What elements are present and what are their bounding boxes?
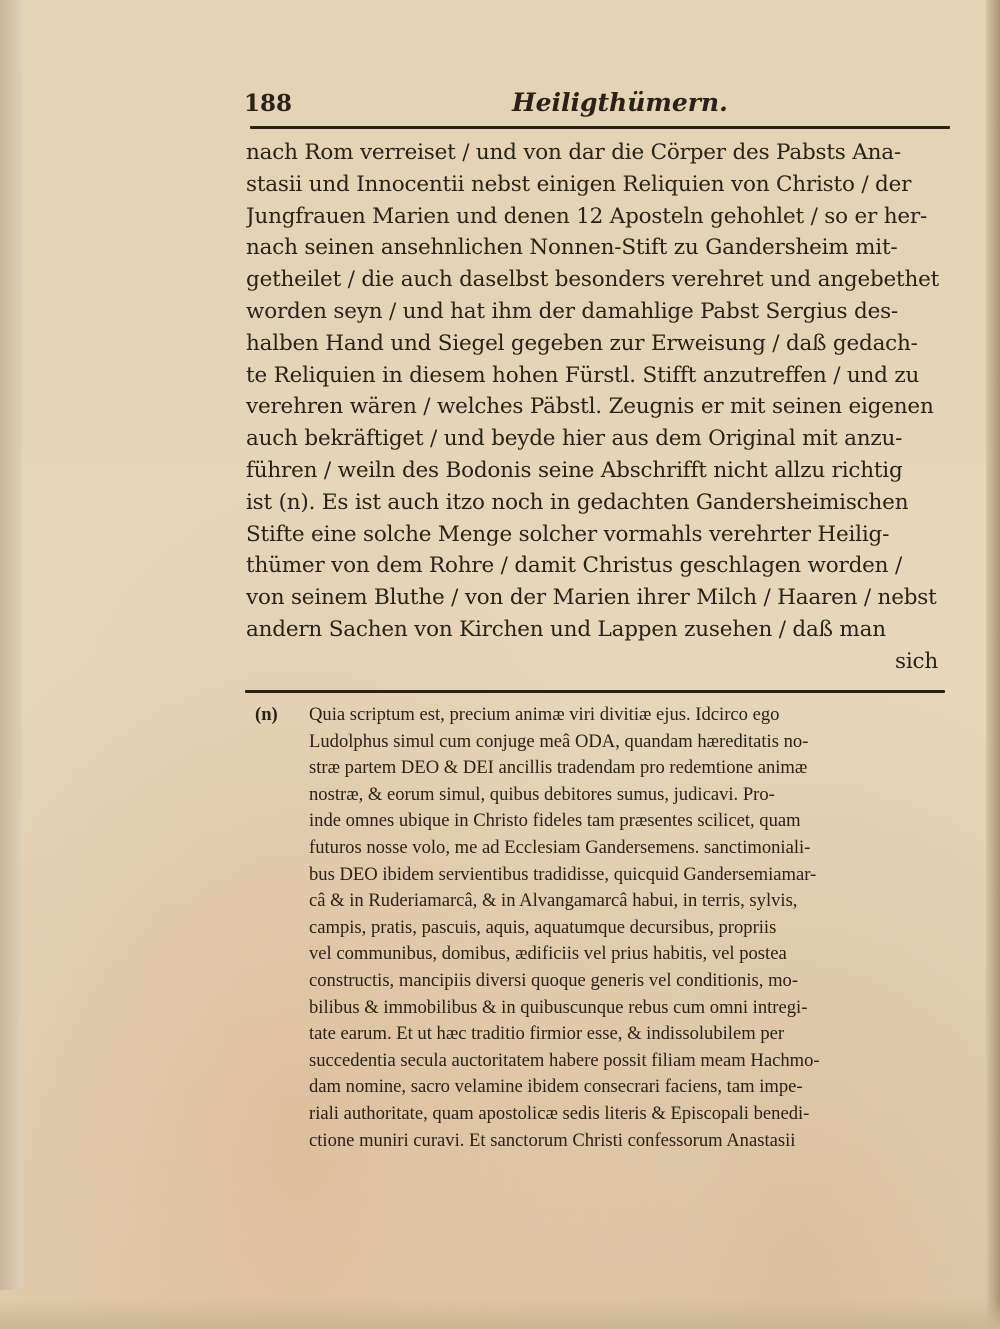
footnote-block <box>255 702 955 1154</box>
catchword: sich <box>895 648 938 674</box>
text-line: ist (n). Es ist auch itzo noch in gedachten Gandersheimischen <box>246 489 909 515</box>
text-line: andern Sachen von Kirchen und Lappen zusehen / daß man <box>246 616 886 642</box>
footnote-line: tate earum. Et ut hæc traditio firmior esse, & indissolubilem per <box>309 1023 785 1045</box>
text-line: thümer von dem Rohre / damit Christus geschlagen worden / <box>246 553 902 579</box>
page-gutter <box>0 0 22 1290</box>
footnote-line: bus DEO ibidem servientibus tradidisse, quicquid Gandersemiamar- <box>309 863 817 885</box>
text-line: auch bekräftiget / und beyde hier aus dem Original mit anzu- <box>246 426 903 452</box>
page-number: 188 <box>244 90 293 117</box>
footnote-rule <box>245 690 945 693</box>
footnote-body <box>309 702 955 1154</box>
text-line: getheilet / die auch daselbst besonders verehret und angebethet <box>246 267 940 293</box>
text-line: worden seyn / und hat ihm der damahlige Pabst Sergius des- <box>246 298 898 324</box>
footnote-line: ctione muniri curavi. Et sanctorum Christi confessorum Anastasii <box>309 1129 796 1151</box>
footnote-line: succedentia secula auctoritatem habere possit filiam meam Hachmo- <box>309 1049 820 1071</box>
footnote-line: Quia scriptum est, precium animæ viri divitiæ ejus. Idcirco ego <box>309 704 780 725</box>
text-line: te Reliquien in diesem hohen Fürstl. Stifft anzutreffen / und zu <box>246 362 920 388</box>
running-head: Heiligthümern. <box>512 88 728 117</box>
text-line: nach seinen ansehnlichen Nonnen-Stift zu Gandersheim mit- <box>246 235 898 261</box>
text-line: führen / weiln des Bodonis seine Abschrifft nicht allzu richtig <box>246 457 903 483</box>
footnote-line: inde omnes ubique in Christo fideles tam præsentes scilicet, quam <box>309 810 801 832</box>
text-line: nach Rom verreiset / und von dar die Cörper des Pabsts Ana- <box>246 140 901 165</box>
header-rule <box>250 126 950 129</box>
text-line: stasii und Innocentii nebst einigen Reliquien von Christo / der <box>246 171 912 197</box>
text-line: halben Hand und Siegel gegeben zur Erweisung / daß gedach- <box>246 330 918 356</box>
footnote-line: câ & in Ruderiamarcâ, & in Alvangamarcâ habui, in terris, sylvis, <box>309 890 798 912</box>
footnote-line: riali authoritate, quam apostolicæ sedis literis & Episcopali benedi- <box>309 1102 810 1124</box>
page-header <box>244 88 950 124</box>
text-line: Jungfrauen Marien und denen 12 Aposteln gehohlet / so er her- <box>246 203 928 229</box>
footnote-line: stræ partem DEO & DEI ancillis tradendam pro redemtione animæ <box>309 757 808 779</box>
footnote-line: constructis, mancipiis diversi quoque generis vel conditionis, mo- <box>309 969 799 991</box>
text-line: verehren wären / welches Päbstl. Zeugnis er mit seinen eigenen <box>246 394 934 420</box>
text-line: Stifte eine solche Menge solcher vormahls verehrter Heilig- <box>246 521 890 547</box>
footnote-marker: (n) <box>255 704 278 725</box>
main-text-block <box>246 137 960 678</box>
text-line: von seinem Bluthe / von der Marien ihrer Milch / Haaren / nebst <box>246 585 937 611</box>
footnote-line: futuros nosse volo, me ad Ecclesiam Gandersemens. sanctimoniali- <box>309 836 811 858</box>
footnote-line: vel communibus, domibus, ædificiis vel prius habitis, vel postea <box>309 943 787 965</box>
footnote-line: nostræ, & eorum simul, quibus debitores sumus, judicavi. Pro- <box>309 783 775 805</box>
page-edge <box>986 0 1000 1329</box>
footnote-line: Ludolphus simul cum conjuge meâ ODA, quandam hæreditatis no- <box>309 730 809 752</box>
footnote-line: dam nomine, sacro velamine ibidem consecrari faciens, tam impe- <box>309 1076 803 1098</box>
page-stain <box>0 1299 1000 1329</box>
footnote-line: bilibus & immobilibus & in quibuscunque rebus cum omni intregi- <box>309 996 808 1018</box>
footnote-line: campis, pratis, pascuis, aquis, aquatumque decursibus, propriis <box>309 916 777 938</box>
